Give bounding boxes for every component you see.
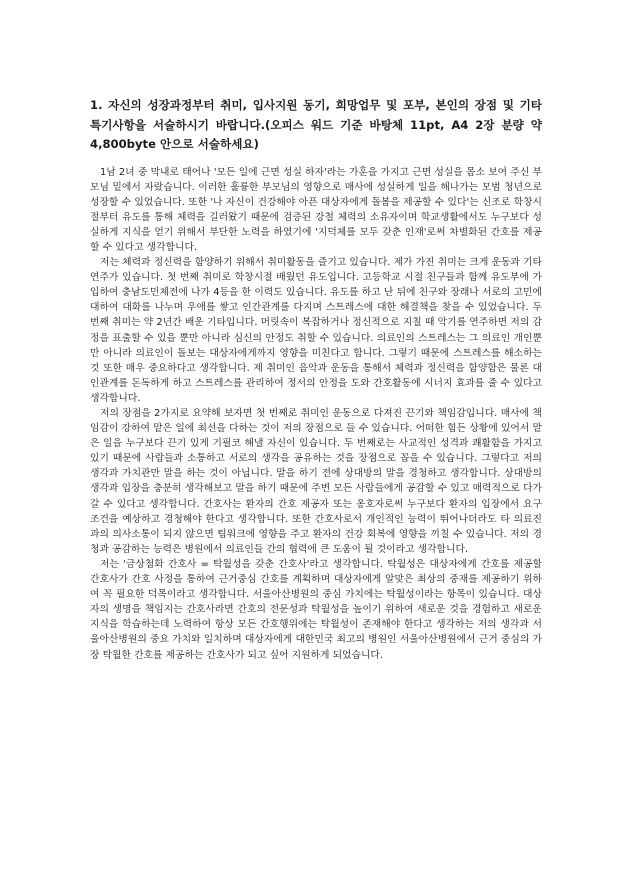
- answer-body: [90, 165, 542, 663]
- paragraph-strengths: 저의 장점을 2가지로 요약해 보자면 첫 번째로 취미인 운동으로 다져진 끈기와 책임감입니다. 매사에 책임감이 강하여 맡은 일에 최선을 다하는 것이 저의 장점으로 들 수 있습니다. 어떠한 힘든 상황에 있어서 맡은 일을 누구보다 끈기 있게 기필코 해낼 자신이 있습니다. 두 번째로는 사교적인 성격과 쾌활함을 가지고 있기 때문에 사람들과 소통하고 서로의 생각을 공유하는 것을 장점으로 꼽을 수 있습니다. 그렇다고 저의 생각과 가치관만 말을 하는 것이 아닙니다. 말을 하기 전에 상대방의 말을 경청하고 생각합니다. 상대방의 생각과 입장을 충분히 생각해보고 말을 하기 때문에 주변 모든 사람들에게 공감할 수 있고 매력적으로 다가갈 수 있다고 생각합니다. 간호사는 환자의 간호 제공자 또는 옹호자로써 누구보다 환자의 입장에서 요구 조건을 예상하고 경청해야 한다고 생각합니다. 또한 간호사로서 개인적인 능력이 뛰어나더라도 타 의료진과의 의사소통이 되지 않으면 팀워크에 영향을 주고 환자의 건강 회복에 영향을 끼칠 수 있습니다. 저의 경청과 공감하는 능력은 병원에서 의료인들 간의 협력에 큰 도움이 될 것이라고 생각합니다.: [90, 408, 542, 555]
- document-page: [90, 96, 542, 663]
- paragraph-growth: 1남 2녀 중 막내로 태어나 '모든 일에 근면 성실 하자'라는 가훈을 가지고 근면 성실을 몸소 보여 주신 부모님 밑에서 자랐습니다. 이러한 훌륭한 부모님의 영향으로 매사에 성실하게 일을 해나가는 모범 청년으로 성장할 수 있었습니다. 또한 '나 자신이 건강해야 아픈 대상자에게 돌봄을 제공할 수 있다'는 신조로 학창시절부터 유도를 통해 체력을 길러왔기 때문에 검증된 강철 체력의 소유자이며 학교생활에서도 누구보다 성실하게 지식을 얻기 위해서 부단한 노력을 하였기에 '지덕체를 모두 갖춘 인재'로써 차별화된 간호를 제공할 수 있다고 생각합니다.: [90, 166, 542, 253]
- question-heading: 1. 자신의 성장과정부터 취미, 입사지원 동기, 희망업무 및 포부, 본인의 장점 및 기타 특기사항을 서술하시기 바랍니다.(오피스 워드 기준 바탕체 11pt, A4 2장 분량 약 4,800byte 안으로 서술하세요): [90, 98, 542, 151]
- paragraph-hobbies: 저는 체력과 정신력을 함양하기 위해서 취미활동을 즐기고 있습니다. 제가 가진 취미는 크게 운동과 기타 연주가 있습니다. 첫 번째 취미로 학창시절 배웠던 유도입니다. 고등학교 시절 친구들과 함께 유도부에 가입하여 충남도민체전에 나가 4등을 한 이력도 있습니다. 유도를 하고 난 뒤에 친구와 장래나 서로의 고민에 대하여 대화를 나누며 우애를 쌓고 인간관계를 다지며 스트레스에 대한 해결책을 찾을 수 있었습니다. 두 번째 취미는 약 2년간 배운 기타입니다. 머릿속이 복잡하거나 정신적으로 지칠 때 악기를 연주하면 저의 감정을 표출할 수 있을 뿐만 아니라 심신의 안정도 취할 수 있습니다. 의료인의 스트레스는 그 의료인 개인뿐만 아니라 의료인이 돌보는 대상자에게까지 영향을 미친다고 합니다. 그렇기 때문에 스트레스를 해소하는 것 또한 매우 중요하다고 생각합니다. 제 취미인 음악과 운동을 통해서 체력과 정신력을 함양함은 물론 대인관계를 돈독하게 하고 스트레스를 관리하여 정서의 안정을 도와 간호활동에 시너지 효과를 줄 수 있다고 생각합니다.: [90, 257, 542, 404]
- paragraph-motivation: 저는 '금상첨화 간호사 = 탁월성을 갖춘 간호사'라고 생각합니다. 탁월성은 대상자에게 간호를 제공할 간호사가 간호 사정을 통하여 근거중심 간호를 계획하며 대상자에게 알맞은 최상의 중재를 제공하기 위하여 꼭 필요한 덕목이라고 생각합니다. 서울아산병원의 중심 가치에는 탁월성이라는 항목이 있습니다. 대상자의 생명을 책임지는 간호사라면 간호의 전문성과 탁월성을 높이기 위하여 새로운 것을 경험하고 새로운 지식을 학습하는데 노력하여 항상 모든 간호행위에는 탁월성이 존재해야 한다고 생각하는 저의 생각과 서울아산병원의 중요 가치와 일치하며 대상자에게 대한민국 최고의 병원인 서울아산병원에서 근거 중심의 가장 탁월한 간호를 제공하는 간호사가 되고 싶어 지원하게 되었습니다.: [90, 558, 542, 661]
